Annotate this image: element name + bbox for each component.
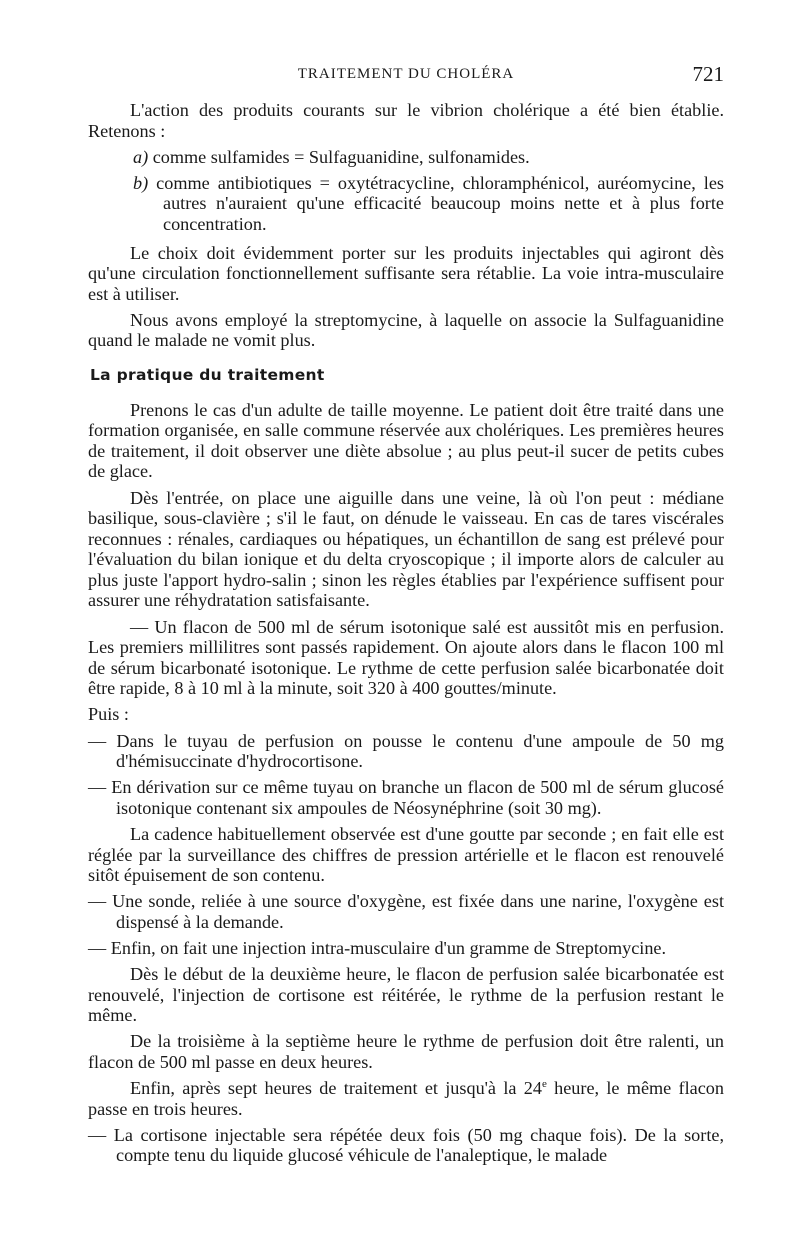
puis-label: Puis :	[88, 704, 129, 725]
dash-item-streptomycin: — Enfin, on fait une injection intra-musculaire d'un gramme de Streptomycine.	[88, 937, 667, 958]
third-hour-paragraph: De la troisième à la septième heure le rythme de perfusion doit être ralenti, un flacon de 500 ml passe en deux heures.	[88, 1031, 724, 1072]
intro-paragraph: L'action des produits courants sur le vibrion cholérique a été bien établie. Retenons :	[88, 100, 724, 141]
choice-paragraph: Le choix doit évidemment porter sur les produits injectables qui agiront dès qu'une circulation fonctionnellement suffisante sera rétablie. La voie intra-musculaire est à utiliser.	[88, 242, 724, 304]
running-title: TRAITEMENT DU CHOLÉRA	[297, 66, 515, 82]
dash-item-cortisone: — La cortisone injectable sera répétée deux fois (50 mg chaque fois). De la sorte, compte tenu du liquide glucosé véhicule de l'analeptique, le malade	[88, 1124, 724, 1166]
section-heading: La pratique du traitement	[90, 366, 325, 385]
paragraph-adult-case: Prenons le cas d'un adulte de taille moyenne. Le patient doit être traité dans une formation organisée, en salle commune réservée aux cholériques. Les premières heures de traitement, il doit observer une diète absolue ; au plus peut-il sucer de petits cubes de glace.	[88, 399, 724, 482]
list-text: comme sulfamides = Sulfaguanidine, sulfonamides.	[152, 146, 530, 167]
body-text	[88, 100, 724, 1171]
cadence-paragraph: La cadence habituellement observée est d'une goutte par seconde ; en fait elle est réglée par la surveillance des chiffres de pression artérielle et le flacon est renouvelé sitôt épuisement de son contenu.	[88, 823, 724, 886]
dash-item-derivation: — En dérivation sur ce même tuyau on branche un flacon de 500 ml de sérum glucosé isotonique contenant six ampoules de Néosynéphrine (soit 30 mg).	[88, 777, 724, 818]
paragraph-entry: Dès l'entrée, on place une aiguille dans une veine, là où l'on peut : médiane basilique, sous-clavière ; s'il le faut, on dénude le vaisseau. En cas de tares viscérales reconnues : rénales, cardiaques ou hépatiques, un échantillon de sang est prélevé pour l'évaluation du bilan ionique et du delta cryoscopique ; il importe alors de calculer au plus juste l'apport hydro-salin ; sinon les règles établies par l'expérience suffisent pour assurer une réhydratation satisfaisante.	[88, 487, 724, 611]
superscript-e: e	[541, 1077, 547, 1090]
list-label: a)	[133, 146, 149, 167]
list-text: comme antibiotiques = oxytétracycline, chloramphénicol, auréomycine, les autres n'auraient qu'une efficacité beaucoup moins nette et à plus forte concentration.	[156, 172, 725, 234]
streptomycin-paragraph: Nous avons employé la streptomycine, à laquelle on associe la Sulfaguanidine quand le malade ne vomit plus.	[88, 309, 724, 351]
page-number: 721	[692, 62, 724, 86]
page-header	[88, 62, 724, 90]
paragraph-flacon: — Un flacon de 500 ml de sérum isotonique salé est aussitôt mis en perfusion. Les premiers millilitres sont passés rapidement. On ajoute alors dans le flacon 100 ml de sérum bicarbonaté isotonique. Le rythme de cette perfusion salée bicarbonatée doit être rapide, 8 à 10 ml à la minute, soit 320 à 400 gouttes/minute.	[88, 616, 724, 699]
list-item-b	[88, 173, 724, 235]
list-item-a	[88, 147, 724, 168]
after-seven-text-b: heure, le même flacon passe en trois heures.	[88, 1077, 724, 1119]
list-label: b)	[133, 172, 149, 193]
after-seven-text-a: Enfin, après sept heures de traitement et jusqu'à la 24	[130, 1077, 542, 1098]
dash-item-oxygen: — Une sonde, reliée à une source d'oxygène, est fixée dans une narine, l'oxygène est dispensé à la demande.	[88, 891, 724, 932]
after-seven-paragraph	[88, 1078, 724, 1119]
second-hour-paragraph: Dès le début de la deuxième heure, le flacon de perfusion salée bicarbonatée est renouvelé, l'injection de cortisone est réitérée, le rythme de la perfusion restant le même.	[88, 963, 724, 1026]
dash-item-hydrocortisone: — Dans le tuyau de perfusion on pousse le contenu d'une ampoule de 50 mg d'hémisuccinate d'hydrocortisone.	[88, 730, 724, 772]
